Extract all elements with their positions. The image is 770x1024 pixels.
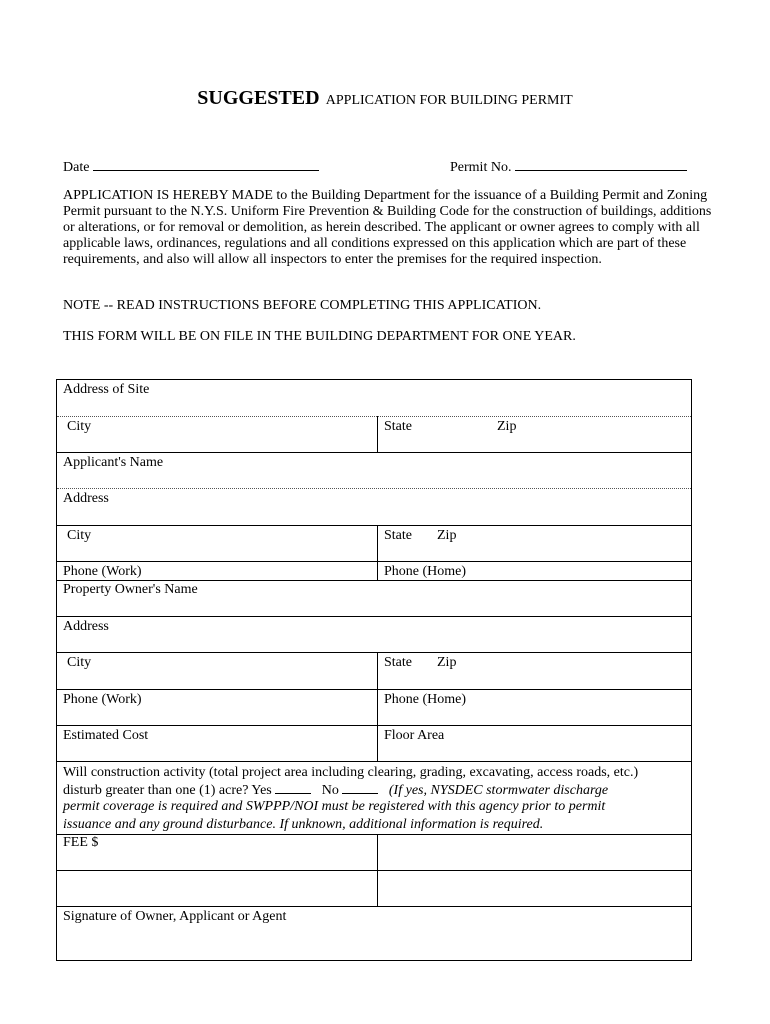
construction-note-line1: (If yes, NYSDEC stormwater discharge	[388, 783, 609, 798]
date-label: Date	[63, 160, 90, 175]
owner-city-label: City	[67, 655, 92, 670]
permit-number-field	[450, 158, 687, 176]
application-paragraph: APPLICATION IS HEREBY MADE to the Building Department for the issuance of a Building Permit and Zoning Permit pursuant to the N.Y.S. Uniform Fire Prevention & Building Code for the construction of buildings, additions or alterations, or for removal or demolition, as herein described. The applicant or owner agrees to comply with all applicable laws, ordinances, regulations and all conditions expressed on this application which are part of these requirements, and also will allow all inspectors to enter the premises for the required inspection.	[63, 188, 712, 267]
form-divider	[57, 525, 691, 526]
form-divider	[57, 761, 691, 762]
form-divider	[57, 689, 691, 690]
permit-number-label: Permit No.	[450, 160, 512, 175]
column-divider	[377, 416, 378, 452]
construction-question-line2	[63, 782, 608, 799]
applicant-name-label: Applicant's Name	[63, 455, 164, 470]
form-divider	[57, 561, 691, 562]
site-city-label: City	[67, 419, 92, 434]
site-address-label: Address of Site	[63, 382, 150, 397]
owner-phone-home-label: Phone (Home)	[384, 692, 467, 707]
date-input[interactable]	[93, 158, 319, 171]
applicant-address-label: Address	[63, 491, 109, 506]
applicant-zip-label: Zip	[437, 528, 457, 543]
applicant-phone-work-label: Phone (Work)	[63, 564, 142, 579]
owner-zip-label: Zip	[437, 655, 457, 670]
no-blank[interactable]	[342, 782, 378, 794]
owner-state-label: State	[384, 655, 412, 670]
form-divider	[57, 452, 691, 453]
note-paragraph: NOTE -- READ INSTRUCTIONS BEFORE COMPLETING THIS APPLICATION.	[63, 298, 542, 313]
form-divider	[57, 416, 691, 417]
owner-address-label: Address	[63, 619, 109, 634]
site-zip-label: Zip	[497, 419, 517, 434]
signature-label: Signature of Owner, Applicant or Agent	[63, 909, 287, 924]
applicant-city-label: City	[67, 528, 92, 543]
form-divider	[57, 488, 691, 489]
construction-note-line2: permit coverage is required and SWPPP/NOI must be registered with this agency prior to permit	[63, 799, 606, 814]
applicant-phone-home-label: Phone (Home)	[384, 564, 467, 579]
construction-no-label: No	[321, 783, 339, 798]
applicant-state-label: State	[384, 528, 412, 543]
form-divider	[57, 616, 691, 617]
title-text: APPLICATION FOR BUILDING PERMIT	[325, 93, 573, 108]
construction-yes-label: disturb greater than one (1) acre? Yes	[63, 783, 272, 798]
estimated-cost-label: Estimated Cost	[63, 728, 149, 743]
fee-label: FEE $	[63, 835, 99, 850]
column-divider	[377, 834, 378, 906]
form-divider	[57, 725, 691, 726]
form-divider	[57, 580, 691, 581]
form-divider	[57, 906, 691, 907]
form-divider	[57, 870, 691, 871]
form-divider	[57, 834, 691, 835]
floor-area-label: Floor Area	[384, 728, 445, 743]
construction-note-line3: issuance and any ground disturbance. If unknown, additional information is required.	[63, 817, 544, 832]
column-divider	[377, 525, 378, 580]
page-title	[0, 87, 770, 109]
date-field	[63, 158, 319, 176]
permit-number-input[interactable]	[515, 158, 687, 171]
owner-phone-work-label: Phone (Work)	[63, 692, 142, 707]
construction-question: Will construction activity (total project area including clearing, grading, excavating, access roads, etc.)	[63, 765, 639, 780]
on-file-paragraph: THIS FORM WILL BE ON FILE IN THE BUILDING DEPARTMENT FOR ONE YEAR.	[63, 329, 576, 344]
yes-blank[interactable]	[275, 782, 311, 794]
owner-name-label: Property Owner's Name	[63, 582, 198, 597]
title-emphasis: SUGGESTED	[197, 87, 320, 109]
form-divider	[57, 652, 691, 653]
column-divider	[377, 652, 378, 761]
site-state-label: State	[384, 419, 412, 434]
